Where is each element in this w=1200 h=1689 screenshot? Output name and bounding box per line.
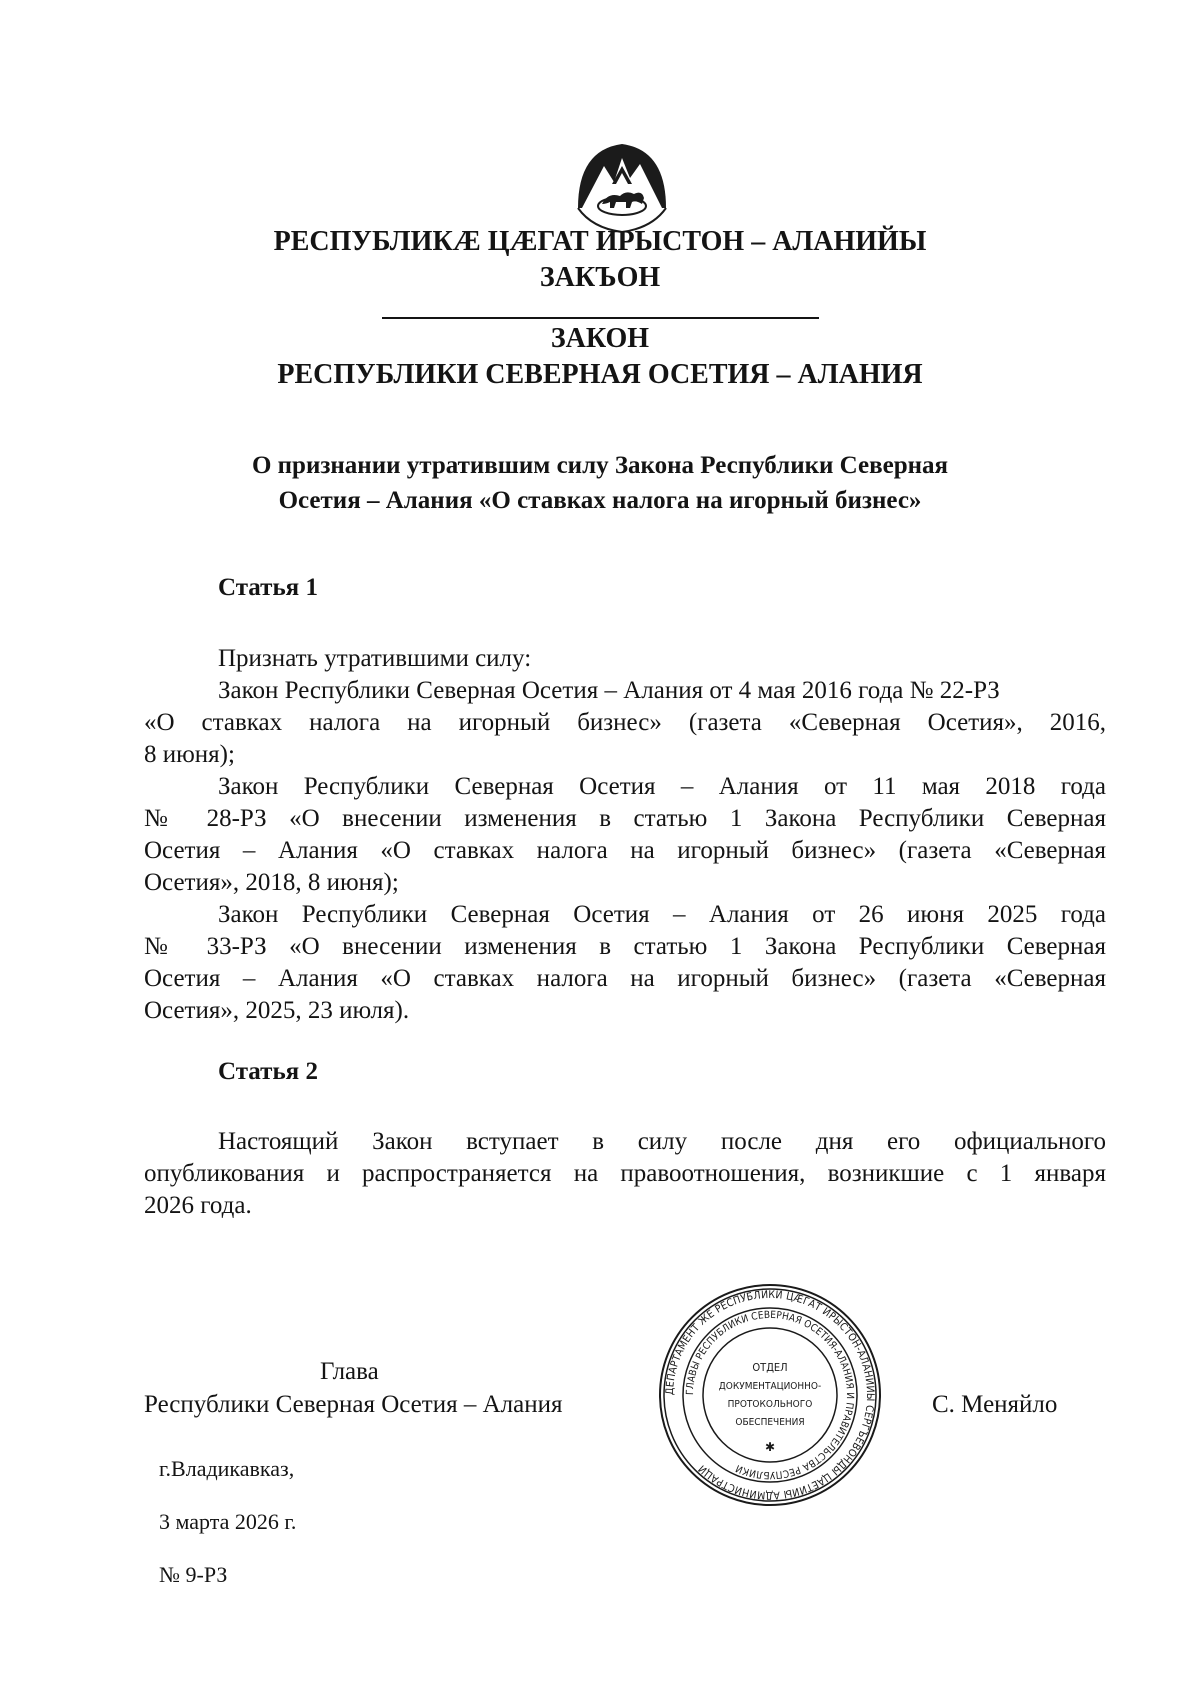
header-divider [382,317,819,319]
stamp-center-line: ОТДЕЛ [752,1361,788,1374]
russian-header-line1: ЗАКОН [550,323,650,354]
signature-position-line2: Республики Северная Осетия – Алания [144,1391,563,1418]
article1-line: Закон Республики Северная Осетия – Алания от 26 июня 2025 года [218,901,1106,928]
stamp-outer-text: ДЕПАРТАМЕНТ ЖЕ РЕСПУБЛИКИ ЦÆГАТ ИРЫСТОН-АЛАНИЙЫ СЕРГЪЕВОНДЫ ЦАЕТИЙЫ АДМИНИСТРАЦИ [663,1288,877,1502]
ossetian-header-line2: ЗАКЪОН [539,262,661,293]
stamp-inner-text: ГЛАВЫ РЕСПУБЛИКИ СЕВЕРНАЯ ОСЕТИЯ-АЛАНИЯ И ПРАВИТЕЛЬСТВА РЕСПУБЛИКИ [684,1309,856,1481]
date-of-signing: 3 марта 2026 г. [159,1509,297,1534]
article1-line: Признать утратившими силу: [218,645,532,672]
stamp-star-icon: ✱ [764,1440,776,1454]
article1-line: № 33-РЗ «О внесении изменения в статью 1 Закона Республики Северная [144,933,1106,960]
article1-line: № 28-РЗ «О внесении изменения в статью 1 Закона Республики Северная [144,805,1106,832]
russian-header-line2: РЕСПУБЛИКИ СЕВЕРНАЯ ОСЕТИЯ – АЛАНИЯ [277,359,923,390]
stamp-center-line: ПРОТОКОЛЬНОГО [727,1399,813,1410]
article1-line: Осетия», 2018, 8 июня); [144,869,399,896]
law-title-line1: О признании утратившим силу Закона Республики Северная [251,452,949,479]
article1-line: Осетия – Алания «О ставках налога на игорный бизнес» (газета «Северная [144,965,1106,992]
article1-line: Закон Республики Северная Осетия – Алания от 4 мая 2016 года № 22-РЗ [218,677,1000,704]
ossetian-header-line1: РЕСПУБЛИКÆ ЦÆГАТ ИРЫСТОН – АЛАНИЙЫ [273,226,927,257]
article1-line: «О ставках налога на игорный бизнес» (газета «Северная Осетия», 2016, [144,709,1106,736]
article1-line: Закон Республики Северная Осетия – Алания от 11 мая 2018 года [218,773,1106,800]
article2-heading: Статья 2 [218,1058,318,1085]
article2-line: опубликования и распространяется на правоотношения, возникшие с 1 января [144,1160,1106,1187]
article1-line: Осетия – Алания «О ставках налога на игорный бизнес» (газета «Северная [144,837,1106,864]
article1-line: Осетия», 2025, 23 июля). [144,997,410,1024]
coat-of-arms-emblem [572,138,672,238]
svg-text:ГЛАВЫ РЕСПУБЛИКИ СЕВЕРНАЯ ОСЕТ [685,1310,855,1480]
official-stamp [658,1283,882,1507]
article1-line: 8 июня); [144,741,235,768]
stamp-center-line: ОБЕСПЕЧЕНИЯ [735,1417,805,1428]
article1-heading: Статья 1 [218,574,318,601]
law-title-line2: Осетия – Алания «О ставках налога на игорный бизнес» [278,487,922,514]
law-number: № 9-РЗ [159,1562,228,1587]
place-of-signing: г.Владикавказ, [159,1456,295,1481]
signatory-name: С. Меняйло [932,1391,1058,1418]
stamp-center-line: ДОКУМЕНТАЦИОННО- [718,1381,822,1392]
article2-line: Настоящий Закон вступает в силу после дня его официального [218,1128,1106,1155]
signature-position-line1: Глава [320,1358,379,1385]
article2-line: 2026 года. [144,1192,252,1219]
